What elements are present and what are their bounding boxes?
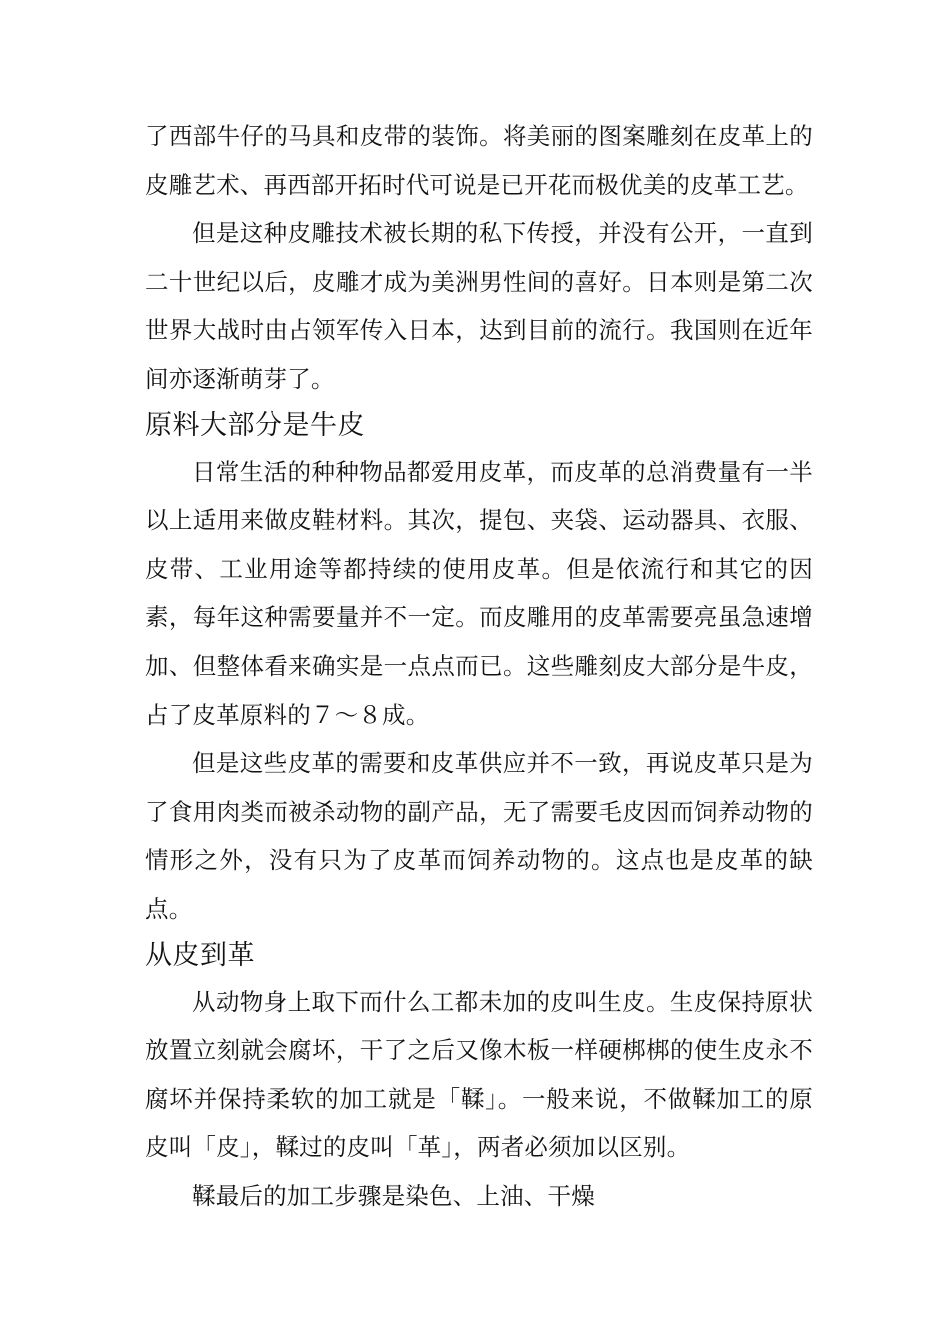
section-heading-hide-to-leather: 从皮到革	[145, 939, 255, 971]
document-page	[145, 112, 813, 1220]
paragraph-4: 但是这些皮革的需要和皮革供应并不一致，再说皮革只是为了食用肉类而被杀动物的副产品，无了需要毛皮因而饲养动物的情形之外，没有只为了皮革而饲养动物的。这点也是皮革的缺点。	[145, 749, 813, 923]
section-heading-raw-materials: 原料大部分是牛皮	[145, 409, 365, 441]
paragraph-6: 鞣最后的加工步骤是染色、上油、干燥	[192, 1181, 595, 1210]
paragraph-1: 了西部牛仔的马具和皮带的装饰。将美丽的图案雕刻在皮革上的皮雕艺术、再西部开拓时代可说是已开花而极优美的皮革工艺。	[145, 122, 813, 199]
paragraph-3: 日常生活的种种物品都爱用皮革，而皮革的总消费量有一半以上适用来做皮鞋材料。其次，提包、夹袋、运动器具、衣服、皮带、工业用途等都持续的使用皮革。但是依流行和其它的因素，每年这种需要量并不一定。而皮雕用的皮革需要亮虽急速增加、但整体看来确实是一点点而已。这些雕刻皮大部分是牛皮，占了皮革原料的７～８成。	[145, 457, 813, 729]
paragraph-5: 从动物身上取下而什么工都未加的皮叫生皮。生皮保持原状放置立刻就会腐坏，干了之后又像木板一样硬梆梆的使生皮永不腐坏并保持柔软的加工就是「鞣」。一般来说，不做鞣加工的原皮叫「皮」，鞣过的皮叫「革」，两者必须加以区别。	[145, 987, 813, 1162]
paragraph-2: 但是这种皮雕技术被长期的私下传授，并没有公开，一直到二十世纪以后，皮雕才成为美洲男性间的喜好。日本则是第二次世界大战时由占领军传入日本，达到目前的流行。我国则在近年间亦逐渐萌芽了。	[145, 219, 813, 393]
